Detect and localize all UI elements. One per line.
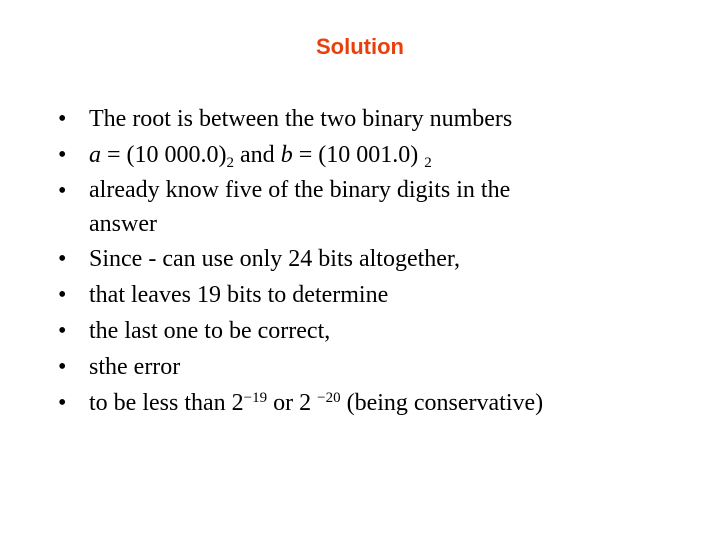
bullet-item — [0, 173, 689, 241]
slide-title: Solution — [316, 34, 404, 59]
bullet-list — [0, 101, 689, 421]
subscript-base-a: 2 — [226, 155, 235, 171]
bullet-text: that leaves 19 bits to determine — [89, 282, 389, 308]
bullet-item — [0, 101, 689, 137]
exponent-2: −20 — [317, 390, 341, 406]
exponent-1: −19 — [243, 390, 268, 406]
bullet-item — [0, 313, 689, 349]
value-b: = (10 001.0) — [292, 142, 425, 168]
bullet-text: The root is between the two binary numbers — [89, 106, 513, 132]
bullet-text-prefix: to be less than 2 — [89, 390, 244, 416]
bullet-text-line2: answer — [89, 211, 157, 237]
variable-a: a — [89, 142, 101, 168]
bullet-text: the last one to be correct, — [89, 318, 331, 344]
bullet-item — [0, 349, 689, 385]
bullet-text: sthe error — [89, 354, 181, 380]
subscript-base-b: 2 — [424, 155, 432, 171]
value-a: = (10 000.0) — [101, 142, 227, 168]
bullet-item — [0, 277, 689, 313]
bullet-item — [0, 137, 689, 173]
bullet-text-line1: • already know five of the binary digits in the — [89, 177, 511, 203]
bullet-text-suffix: (being conservative) — [340, 390, 544, 416]
bullet-item — [0, 241, 689, 277]
bullet-text: Since - can use only 24 bits altogether, — [89, 246, 460, 272]
bullet-item — [0, 385, 689, 421]
conjunction: and — [234, 142, 281, 168]
variable-b: b — [280, 142, 293, 168]
bullet-text-mid: or 2 — [267, 390, 318, 416]
